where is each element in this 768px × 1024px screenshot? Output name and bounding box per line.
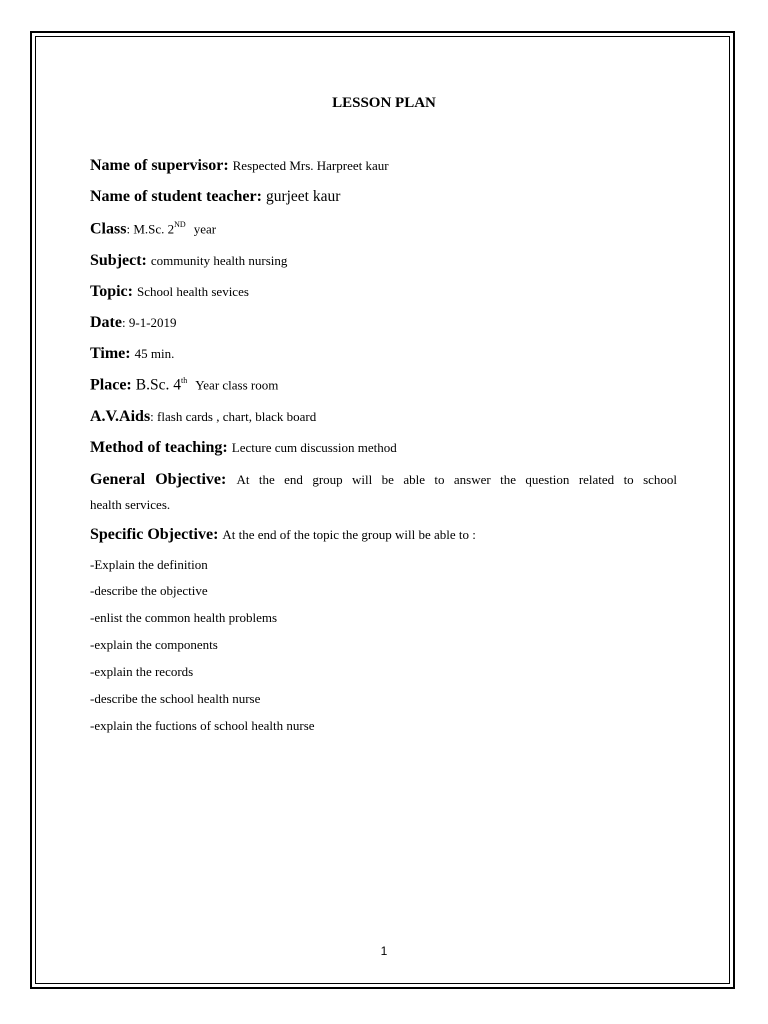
- method-label: Method of teaching:: [90, 439, 228, 456]
- student-teacher-label: Name of student teacher:: [90, 188, 262, 205]
- time-label: Time:: [90, 345, 131, 362]
- class-sup: ND: [174, 220, 186, 229]
- subject-label: Subject:: [90, 252, 147, 269]
- objective-item: -describe the objective: [90, 583, 208, 598]
- place-value: B.Sc. 4: [135, 376, 181, 394]
- topic-line: [90, 283, 249, 301]
- objective-item: -explain the records: [90, 664, 194, 679]
- general-objective-continuation: health services.: [90, 497, 171, 512]
- objective-item: -describe the school health nurse: [90, 691, 261, 706]
- subject-value: community health nursing: [150, 253, 288, 268]
- date-value: 9-1-2019: [128, 315, 177, 330]
- method-value: Lecture cum discussion method: [231, 440, 397, 455]
- student-teacher-value: gurjeet kaur: [265, 188, 341, 205]
- supervisor-label: Name of supervisor: [90, 157, 224, 174]
- place-suffix: Year class room: [195, 377, 279, 393]
- objective-item: -enlist the common health problems: [90, 610, 278, 625]
- supervisor-line: Name of supervisor: Respected Mrs. Harpreet kaur: [90, 157, 389, 174]
- specific-objective-line: [90, 526, 476, 544]
- av-aids-label: A.V.Aids: [90, 408, 151, 425]
- av-aids-line: A.V.Aids: flash cards , chart, black board: [90, 408, 317, 425]
- place-line: [90, 376, 278, 394]
- subject-line: [90, 252, 287, 270]
- document-title: LESSON PLAN: [332, 95, 436, 111]
- time-line: [90, 345, 174, 363]
- time-value: 45 min.: [134, 346, 175, 361]
- general-objective-line: [90, 467, 677, 493]
- objective-item: -Explain the definition: [90, 557, 208, 572]
- place-label: Place:: [90, 376, 132, 394]
- av-aids-value: flash cards , chart, black board: [157, 409, 317, 424]
- class-label: Class: [90, 220, 127, 238]
- page-number: 1: [380, 944, 388, 958]
- class-value: M.Sc. 2: [133, 221, 175, 237]
- general-objective-label: General Objective:: [90, 471, 227, 488]
- class-line: Class: M.Sc. 2ND year: [90, 220, 217, 238]
- topic-value: School health sevices: [136, 284, 249, 299]
- method-line: [90, 439, 397, 457]
- date-label: Date: [90, 314, 122, 331]
- class-suffix: year: [193, 221, 217, 237]
- objective-item: -explain the fuctions of school health nurse: [90, 718, 315, 733]
- general-objective-value: At the end group will be able to answer the question related to school: [236, 472, 678, 487]
- specific-objective-label: Specific Objective:: [90, 526, 219, 543]
- place-sup: th: [180, 376, 188, 385]
- student-teacher-line: [90, 188, 340, 206]
- specific-objective-value: At the end of the topic the group will be able to :: [222, 527, 476, 542]
- objective-item: -explain the components: [90, 637, 218, 652]
- supervisor-value: Respected Mrs. Harpreet kaur: [232, 158, 389, 173]
- topic-label: Topic:: [90, 283, 133, 300]
- date-line: Date: 9-1-2019: [90, 314, 177, 331]
